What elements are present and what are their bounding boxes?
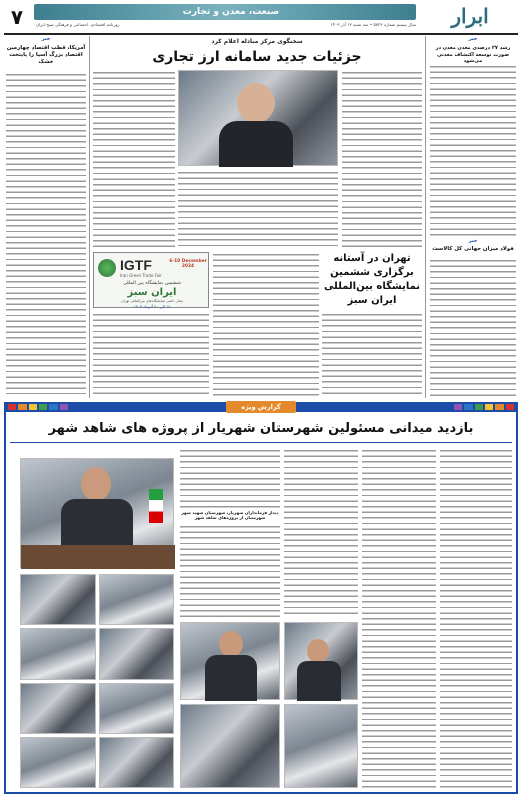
report-photo-mid-3 — [180, 704, 280, 788]
igtf-brand: IGTF — [120, 257, 152, 273]
igtf-venue: محل دائمی نمایشگاه‌های بین‌المللی تهران — [121, 299, 183, 303]
right-headline: رشد ۲۷ درصدی معدن معدن در صورت توسعه اکتشاف معدنی می‌شود — [435, 45, 511, 64]
left-kicker: خبر — [41, 36, 51, 42]
col-divider-right — [425, 36, 426, 398]
sidebar-text — [322, 312, 422, 396]
left-body-text — [6, 72, 86, 394]
right-sub-kicker: خبر — [468, 238, 478, 244]
grid-photo — [20, 683, 96, 734]
igtf-date-fa: ۱۶ الی ۲۰ آذرماه ۱۴۰۳ — [133, 304, 171, 309]
right-sub-headline: فولاد میزان جهانی کل کالاست — [432, 246, 514, 252]
official-portrait — [20, 458, 174, 568]
report-col-mid-2 — [180, 524, 280, 618]
main-story-under-photo — [178, 170, 338, 248]
right-kicker: خبر — [468, 36, 478, 42]
sidebar-headline: تهران در آستانه برگزاری ششمین نمایشگاه بین‌المللی ایران سبز — [323, 253, 421, 306]
grid-photo — [20, 628, 96, 679]
report-banner: گزارش ویژه — [226, 401, 296, 413]
person-suit — [205, 655, 257, 701]
main-story-col-right — [342, 70, 422, 248]
igtf-title: ایران سبز — [127, 287, 177, 298]
grid-photo — [20, 574, 96, 625]
igtf-logo-mark — [98, 259, 116, 277]
middle-lower-text — [213, 252, 319, 396]
grid-photo — [99, 574, 175, 625]
tagline: روزنامه اقتصادی، اجتماعی و فرهنگی صبح ایران — [36, 22, 120, 27]
report-photo-grid — [20, 574, 174, 788]
main-story-photo — [178, 70, 338, 166]
grid-photo — [99, 737, 175, 788]
col-divider — [89, 36, 90, 398]
main-story-col-left — [93, 70, 175, 248]
newspaper-logo: ابرار — [451, 4, 489, 28]
grid-photo — [99, 628, 175, 679]
main-story-headline: جزئیات جدید سامانه ارز تجاری — [152, 49, 362, 65]
person-suit — [219, 121, 293, 167]
page-number: ۷ — [10, 5, 24, 29]
right-column — [428, 36, 518, 398]
igtf-dates: 6-10 December 2024 — [169, 259, 207, 269]
igtf-ad — [93, 252, 209, 308]
left-column — [4, 36, 88, 398]
report-photo-mid-1 — [180, 622, 280, 700]
section-title: صنعت، معدن و تجارت — [182, 7, 280, 17]
iran-flag — [149, 489, 163, 523]
report-photo-mid-2 — [284, 622, 358, 700]
ad-under-text — [93, 312, 209, 396]
report-headline-rule — [10, 442, 512, 443]
left-headline: آمریکا، قطب اقتصاد چهارمین اقتصاد بزرگ آسیا را پایتخت خشک — [6, 45, 86, 65]
header-rule — [4, 33, 518, 35]
report-col-right-3 — [284, 448, 358, 618]
report-col-right-1 — [440, 448, 512, 788]
report-col-right-2 — [362, 448, 436, 788]
report-col-mid-1 — [180, 448, 280, 508]
igtf-subtitle: ششمین نمایشگاه بین المللی — [123, 281, 181, 286]
person-face — [307, 639, 329, 663]
issue-info: سال بیستم شماره ۵۸۲۳ • سه شنبه ۱۳ آذر ۱۴۰۳ — [330, 22, 416, 27]
desk — [21, 545, 175, 569]
page-header — [0, 0, 522, 34]
color-blocks-left — [8, 404, 68, 410]
report-photo-mid-4 — [284, 704, 358, 788]
right-body-text — [430, 64, 516, 236]
color-blocks-right — [454, 404, 514, 410]
portrait-suit — [61, 499, 133, 549]
igtf-brand-full: Iran Green Trade Fair — [120, 273, 162, 278]
right-sub-body — [430, 258, 516, 396]
report-caption-left: دیدار فرمانداران شهریار، شهرستان شهید شهر شهرستان از پروژه‌های شاهد شهر — [181, 510, 279, 520]
person-suit — [297, 661, 341, 701]
grid-photo — [20, 737, 96, 788]
report-headline: بازدید میدانی مسئولین شهرستان شهریار از پروژه های شاهد شهر — [48, 421, 474, 436]
portrait-face — [81, 467, 111, 501]
person-face — [237, 83, 275, 123]
grid-photo — [99, 683, 175, 734]
main-story-kicker: سخنگوی مرکز مبادله اعلام کرد — [211, 38, 303, 45]
person-face — [219, 631, 243, 657]
